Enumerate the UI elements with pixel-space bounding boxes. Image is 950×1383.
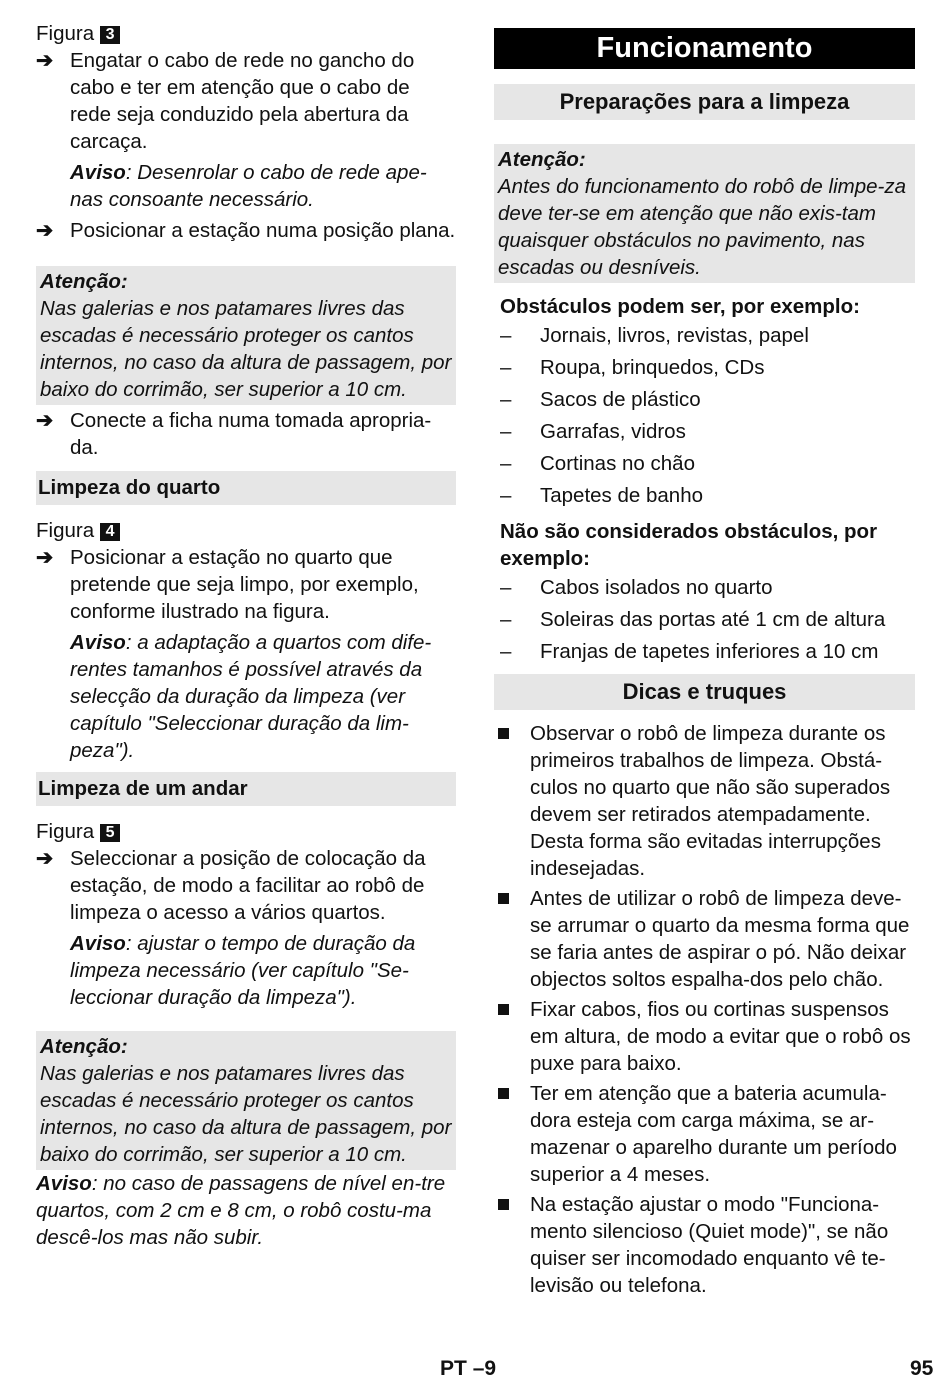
list-item	[494, 448, 915, 480]
figure-number-box: 5	[100, 824, 120, 842]
figure-label: Figura	[36, 22, 95, 45]
list-item-text: Roupa, brinquedos, CDs	[540, 356, 765, 379]
figure-ref-5	[36, 818, 456, 845]
section-heading: Limpeza do quarto	[36, 471, 456, 505]
figure-label: Figura	[36, 519, 95, 542]
list-item-text: Na estação ajustar o modo "Funciona-mento silencioso (Quiet mode)", se não quiser ser incomodado enquanto vê te-levisão ou telefona.	[530, 1193, 889, 1297]
warning-title: Atenção:	[40, 1035, 128, 1058]
list-item	[494, 885, 915, 993]
square-bullet-icon	[498, 1088, 509, 1099]
tips-list	[494, 720, 915, 1299]
left-column	[36, 20, 456, 1251]
note-text: : ajustar o tempo de duração da limpeza necessário (ver capítulo "Se-leccionar duração da limpeza").	[70, 932, 416, 1009]
warning-text: Nas galerias e nos patamares livres das escadas é necessário proteger os cantos internos, no caso da altura de passagem, por baixo do corrimão, ser superior a 10 cm.	[40, 1062, 452, 1166]
list-item	[494, 384, 915, 416]
note	[36, 159, 456, 213]
section-heading: Preparações para a limpeza	[494, 84, 915, 120]
note-label: Aviso	[70, 161, 126, 184]
instruction-text: Seleccionar a posição de colocação da estação, de modo a facilitar ao robô de limpeza o acesso a vários quartos.	[70, 847, 426, 924]
local-page-number: 9	[484, 1357, 497, 1380]
dash-bullet: –	[500, 452, 512, 475]
dash-bullet: –	[500, 356, 512, 379]
list-item-text: Ter em atenção que a bateria acumula-dora esteja com carga máxima, se ar-mazenar o aparelho durante um período superior a 4 meses.	[530, 1082, 897, 1186]
list-item	[494, 996, 915, 1077]
instruction-step	[36, 845, 456, 926]
list-item-text: Observar o robô de limpeza durante os primeiros trabalhos de limpeza. Obstá-culos no quarto que não são superados devem ser retirados atempadamente. Desta forma são evitadas interrupções indesejadas.	[530, 722, 891, 880]
instruction-step	[36, 217, 456, 244]
square-bullet-icon	[498, 1004, 509, 1015]
figure-ref-3	[36, 20, 456, 47]
note-label: Aviso	[70, 932, 126, 955]
list-item-text: Cortinas no chão	[540, 452, 695, 475]
list-item-text: Tapetes de banho	[540, 484, 703, 507]
figure-number-box: 3	[100, 26, 120, 44]
warning-text: Nas galerias e nos patamares livres das escadas é necessário proteger os cantos internos, no caso da altura de passagem, por baixo do corrimão, ser superior a 10 cm.	[40, 297, 452, 401]
note	[36, 930, 456, 1011]
section-heading: Dicas e truques	[494, 674, 915, 710]
dash-bullet: –	[500, 484, 512, 507]
dash-bullet: –	[500, 576, 512, 599]
obstacles-heading: Obstáculos podem ser, por exemplo:	[500, 295, 860, 318]
list-item	[494, 720, 915, 882]
square-bullet-icon	[498, 1199, 509, 1210]
instruction-step	[36, 407, 456, 461]
instruction-text: Posicionar a estação no quarto que pretende que seja limpo, por exemplo, conforme ilustrado na figura.	[70, 546, 419, 623]
dash-bullet: –	[500, 608, 512, 631]
instruction-step	[36, 544, 456, 625]
arrow-right-icon: ➔	[36, 219, 54, 242]
note-text: : a adaptação a quartos com dife-rentes tamanhos é possível através da selecção da duração da limpeza (ver capítulo "Seleccionar duração da lim-peza").	[70, 631, 432, 762]
list-item	[494, 352, 915, 384]
square-bullet-icon	[498, 728, 509, 739]
warning-box	[494, 144, 915, 283]
list-item-text: Sacos de plástico	[540, 388, 701, 411]
dash-bullet: –	[500, 388, 512, 411]
page-number: 95	[910, 1357, 934, 1380]
arrow-right-icon: ➔	[36, 49, 54, 72]
list-item	[494, 320, 915, 352]
chapter-title: Funcionamento	[494, 28, 915, 69]
list-item-text: Garrafas, vidros	[540, 420, 686, 443]
right-column	[494, 28, 915, 1299]
obstacles-list	[494, 320, 915, 512]
note-label: Aviso	[36, 1172, 92, 1195]
list-item	[494, 416, 915, 448]
non-obstacles-heading: Não são considerados obstáculos, por exemplo:	[500, 520, 878, 570]
list-item-text: Soleiras das portas até 1 cm de altura	[540, 608, 886, 631]
note-label: Aviso	[70, 631, 126, 654]
note	[36, 1170, 456, 1251]
dash-bullet: –	[500, 640, 512, 663]
dash-bullet: –	[500, 420, 512, 443]
note-text: : no caso de passagens de nível en-tre quartos, com 2 cm e 8 cm, o robô costu-ma descê-los mas não subir.	[36, 1172, 446, 1249]
section-heading: Limpeza de um andar	[36, 772, 456, 806]
note	[36, 629, 456, 764]
list-item	[494, 572, 915, 604]
list-item	[494, 1191, 915, 1299]
list-item	[494, 1080, 915, 1188]
arrow-right-icon: ➔	[36, 847, 54, 870]
warning-title: Atenção:	[498, 148, 586, 171]
figure-ref-4	[36, 517, 456, 544]
figure-number-box: 4	[100, 523, 120, 541]
list-item-text: Cabos isolados no quarto	[540, 576, 773, 599]
non-obstacles-list	[494, 572, 915, 668]
figure-label: Figura	[36, 820, 95, 843]
square-bullet-icon	[498, 893, 509, 904]
note-text: : Desenrolar o cabo de rede ape-nas consoante necessário.	[70, 161, 427, 211]
arrow-right-icon: ➔	[36, 409, 54, 432]
arrow-right-icon: ➔	[36, 546, 54, 569]
instruction-text: Posicionar a estação numa posição plana.	[70, 219, 456, 242]
instruction-text: Conecte a ficha numa tomada apropria-da.	[70, 409, 432, 459]
list-item	[494, 636, 915, 668]
warning-box	[36, 1031, 456, 1170]
instruction-text: Engatar o cabo de rede no gancho do cabo e ter em atenção que o cabo de rede seja conduzido pela abertura da carcaça.	[70, 49, 415, 153]
warning-text: Antes do funcionamento do robô de limpe-za deve ter-se em atenção que não exis-tam quaisquer obstáculos no pavimento, nas escadas ou desníveis.	[498, 175, 906, 279]
list-item-text: Jornais, livros, revistas, papel	[540, 324, 809, 347]
list-item	[494, 480, 915, 512]
warning-box	[36, 266, 456, 405]
warning-title: Atenção:	[40, 270, 128, 293]
footer-separator: –	[472, 1357, 485, 1380]
language-code: PT	[440, 1357, 467, 1380]
list-item	[494, 604, 915, 636]
instruction-step	[36, 47, 456, 155]
list-item-text: Antes de utilizar o robô de limpeza deve-se arrumar o quarto da mesma forma que se faria antes de aspirar o pó. Não deixar objectos soltos espalha-dos pelo chão.	[530, 887, 910, 991]
page-footer-local	[440, 1355, 496, 1382]
dash-bullet: –	[500, 324, 512, 347]
list-item-text: Fixar cabos, fios ou cortinas suspensos em altura, de modo a evitar que o robô os puxe para baixo.	[530, 998, 911, 1075]
list-item-text: Franjas de tapetes inferiores a 10 cm	[540, 640, 879, 663]
